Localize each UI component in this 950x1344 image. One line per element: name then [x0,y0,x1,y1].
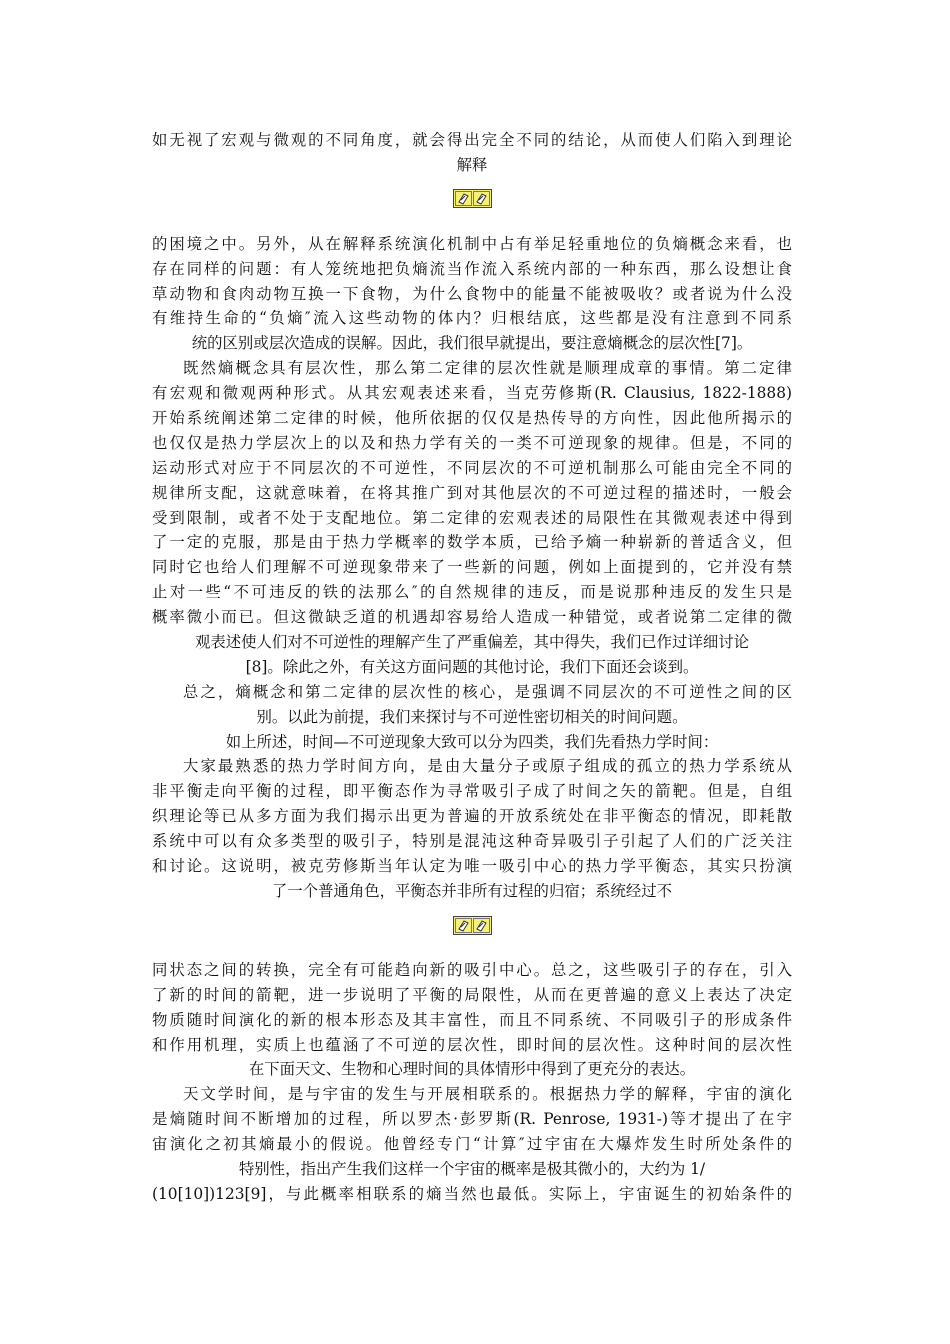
text-line: 物质随时间演化的新的根本形态及其丰富性，而且不同系统、不同吸引子的形成条件 [152,1010,792,1029]
text-line: 开始系统阐述第二定律的时候，他所依据的仅仅是热传导的方向性，因此他所揭示的 [152,409,792,428]
text-line: 有维持生命的“负熵″流入这些动物的体内？归根结底，这些都是没有注意到不同系 [152,309,792,328]
text-line: 观表述使人们对不可逆性的理解产生了严重偏差，其中得失，我们已作过详细讨论 [194,633,750,652]
text-line: 在下面天文、生物和心理时间的具体情形中得到了更充分的表达。 [248,1060,696,1079]
text-line: 概率微小而已。但这微缺乏道的机遇却容易给人造成一种错觉，或者说第二定律的微 [152,608,792,627]
text-line: 宙演化之初其熵最小的假说。他曾经专门“计算″过宇宙在大爆炸发生时所处条件的 [152,1135,792,1154]
page-link-icon [473,918,490,933]
text-line: 特别性，指出产生我们这样一个宇宙的概率是极其微小的，大约为 1/ [238,1159,706,1178]
text-line: 如上所述，时间—不可逆现象大致可以分为四类，我们先看热力学时间： [225,732,719,751]
page-link-icon [455,191,472,206]
text-line: 既然熵概念具有层次性，那么第二定律的层次性就是顺理成章的事情。第二定律 [183,359,792,378]
text-line: (10[10])123[9]，与此概率相联系的熵当然也最低。实际上，宇宙诞生的初始条件的 [152,1184,792,1203]
text-line: 解释 [456,155,488,174]
text-line: 运动形式对应于不同层次的不可逆性，不同层次的不可逆机制那么可能由完全不同的 [152,458,792,477]
text-line: 受到限制，或者不处于支配地位。第二定律的宏观表述的局限性在其微观表述中得到 [152,508,792,527]
text-line: 是熵随时间不断增加的过程，所以罗杰·彭罗斯(R. Penrose, 1931-)等才提出了在宇 [152,1110,792,1129]
text-line: 系统中可以有众多类型的吸引子，特别是混沌这种奇异吸引子引起了人们的广泛关注 [152,832,792,851]
text-line: 统的区别或层次造成的误解。因此，我们很早就提出，要注意熵概念的层次性[7]。 [191,334,753,353]
text-line: 了一定的克服，那是由于热力学概率的数学本质，已给予熵一种崭新的普适含义，但 [152,533,792,552]
text-line: 如无视了宏观与微观的不同角度，就会得出完全不同的结论，从而使人们陷入到理论 [152,131,792,149]
page-separator [152,904,792,948]
text-line: 织理论等已从多方面为我们揭示出更为普遍的开放系统处在非平衡态的情况，即耗散 [152,807,792,826]
text-line: 存在同样的问题：有人笼统地把负熵流当作流入系统内部的一种东西，那么设想让食 [152,259,792,278]
page-separator [152,178,792,220]
document-page [152,128,792,1207]
page-link-icon-box[interactable] [453,189,492,208]
text-line: 和作用机理，实质上也蕴涵了不可逆的层次性，即时间的层次性。这种时间的层次性 [152,1035,792,1054]
text-line: 同时它也给人们理解不可逆现象带来了一些新的问题，例如上面提到的，它并没有禁 [152,558,792,577]
text-line: 止对一些“不可违反的铁的法那么″的自然规律的违反，而是说那种违反的发生只是 [152,583,792,602]
text-line: 有宏观和微观两种形式。从其宏观表述来看，当克劳修斯(R. Clausius, 1822-1888) [152,384,792,403]
text-line: 规律所支配，这就意味着，在将其推广到对其他层次的不可逆过程的描述时，一般会 [152,483,792,502]
text-line: 和讨论。这说明，被克劳修斯当年认定为唯一吸引中心的热力学平衡态，其实只扮演 [152,857,792,876]
text-line: 了一个普通角色，平衡态并非所有过程的归宿；系统经过不 [271,881,673,900]
text-line: 同状态之间的转换，完全有可能趋向新的吸引中心。总之，这些吸引子的存在，引入 [152,960,792,979]
text-line: 别。以此为前提，我们来探讨与不可逆性密切相关的时间问题。 [256,707,688,726]
text-line: 大家最熟悉的热力学时间方向，是由大量分子或原子组成的孤立的热力学系统从 [183,757,792,776]
text-line: 了新的时间的箭靶，进一步说明了平衡的局限性，从而在更普遍的意义上表达了决定 [152,985,792,1004]
text-line: [8]。除此之外，有关这方面问题的其他讨论，我们下面还会谈到。 [245,657,699,676]
text-line: 非平衡走向平衡的过程，即平衡态作为寻常吸引子成了时间之矢的箭靶。但是，自组 [152,782,792,801]
page-link-icon [455,918,472,933]
text-line: 草动物和食肉动物互换一下食物，为什么食物中的能量不能被吸收？或者说为什么没 [152,284,792,303]
paragraph-block-3 [152,958,792,1207]
text-line: 总之，熵概念和第二定律的层次性的核心，是强调不同层次的不可逆性之间的区 [183,682,792,701]
page-link-icon [473,191,490,206]
text-line: 天文学时间，是与宇宙的发生与开展相联系的。根据热力学的解释，宇宙的演化 [183,1085,792,1104]
text-line: 也仅仅是热力学层次上的以及和热力学有关的一类不可逆现象的规律。但是，不同的 [152,433,792,452]
page-link-icon-box[interactable] [453,916,492,935]
paragraph-block-2 [152,232,792,904]
text-line: 的困境之中。另外，从在解释系统演化机制中占有举足轻重地位的负熵概念来看，也 [152,234,792,253]
paragraph-block-1 [152,128,792,178]
